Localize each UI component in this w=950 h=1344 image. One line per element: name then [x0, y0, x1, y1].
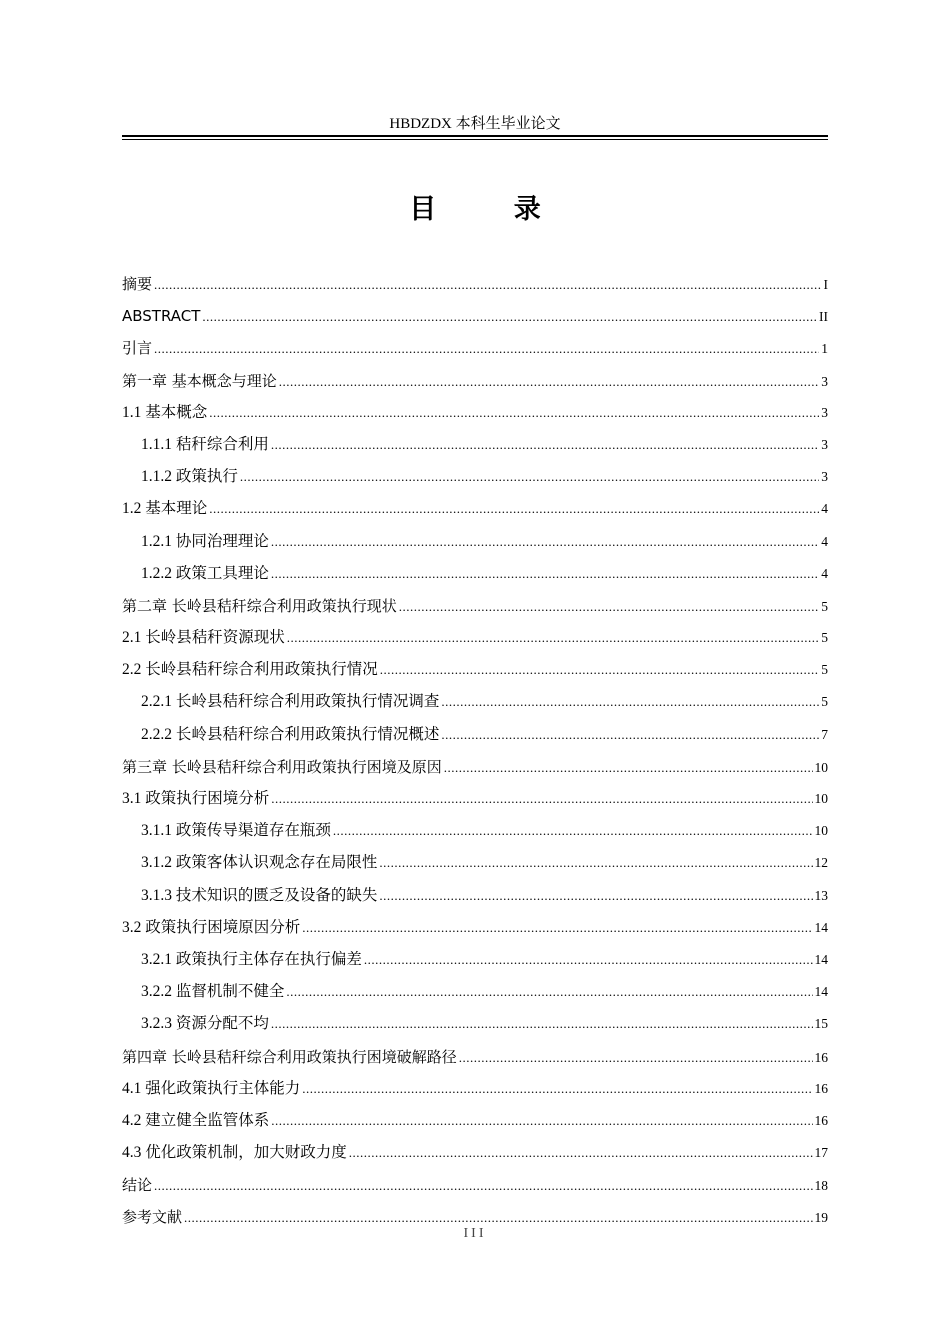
toc-leader-dots: [154, 1170, 812, 1202]
toc-entry[interactable]: [122, 268, 828, 300]
toc-entry-page: 18: [814, 1178, 828, 1194]
toc-leader-dots: [271, 1105, 812, 1137]
toc-leader-dots: [287, 622, 819, 654]
toc-entry-label: 3.1 政策执行困境分析: [122, 790, 270, 807]
toc-leader-dots: [202, 301, 817, 333]
toc-entry[interactable]: [122, 1041, 828, 1073]
toc-entry-page: 14: [814, 919, 828, 935]
toc-entry-label: 3.2.2 监督机制不健全: [141, 983, 285, 1001]
toc-entry-label: 第一章 基本概念与理论: [122, 371, 277, 390]
toc-entry[interactable]: [122, 622, 828, 654]
toc-entry[interactable]: [122, 332, 828, 364]
toc-entry[interactable]: [122, 1169, 828, 1201]
toc-entry-page: 10: [814, 759, 828, 775]
toc-leader-dots: [279, 366, 819, 398]
toc-entry[interactable]: [122, 719, 828, 751]
toc-entry[interactable]: [122, 751, 828, 783]
toc-leader-dots: [286, 976, 812, 1008]
toc-entry[interactable]: [122, 429, 828, 461]
toc-entry-label: 4.2 建立健全监管体系: [122, 1111, 270, 1129]
toc-entry-label: ABSTRACT: [122, 307, 201, 326]
toc-leader-dots: [240, 461, 819, 493]
toc-entry-page: II: [819, 309, 828, 325]
toc-entry-page: 5: [821, 630, 828, 646]
toc-entry[interactable]: [122, 880, 828, 912]
toc-entry-page: 16: [814, 1080, 828, 1096]
page-number: III: [463, 1226, 487, 1241]
toc-entry-label: 1.2 基本理论: [122, 500, 208, 518]
toc-entry[interactable]: [122, 1105, 828, 1137]
toc-leader-dots: [364, 944, 813, 976]
toc-entry-label: 2.2 长岭县秸秆综合利用政策执行情况: [122, 661, 378, 679]
toc-entry-page: 3: [821, 469, 828, 485]
toc-entry[interactable]: [122, 590, 828, 622]
header-rule-thin: [122, 139, 828, 140]
toc-entry[interactable]: [122, 1008, 828, 1040]
toc-entry-page: 7: [821, 726, 828, 742]
toc-entry-label: 1.1 基本概念: [122, 403, 208, 421]
toc-entry-page: 13: [814, 887, 828, 903]
toc-leader-dots: [379, 847, 812, 879]
toc-leader-dots: [271, 429, 819, 461]
toc-entry[interactable]: [122, 461, 828, 493]
toc-entry-label: 3.1.2 政策客体认识观念存在局限性: [141, 854, 378, 872]
toc-entry[interactable]: [122, 1073, 828, 1105]
toc-entry-page: 3: [821, 373, 828, 389]
toc-entry-page: 10: [814, 823, 828, 839]
toc-entry-label: 4.1 强化政策执行主体能力: [122, 1079, 301, 1097]
toc-entry-label: 1.1.2 政策执行: [141, 468, 238, 486]
toc-entry-page: 14: [814, 984, 828, 1000]
toc-leader-dots: [399, 591, 819, 623]
toc-entry[interactable]: [122, 397, 828, 429]
toc-leader-dots: [271, 558, 819, 590]
toc-leader-dots: [302, 912, 812, 944]
toc-leader-dots: [271, 783, 812, 815]
toc-entry-page: 12: [814, 855, 828, 871]
toc-entry-page: I: [823, 277, 828, 292]
toc-entry[interactable]: [122, 944, 828, 976]
toc-entry-label: 2.2.2 长岭县秸秆综合利用政策执行情况概述: [141, 725, 440, 743]
toc-leader-dots: [154, 333, 819, 365]
toc-entry-label: 参考文献: [122, 1208, 183, 1227]
toc-entry-page: 4: [821, 565, 828, 581]
toc-entry[interactable]: [122, 493, 828, 525]
header-rule-thick: [122, 135, 828, 137]
toc-title: 目 录: [409, 194, 575, 225]
toc-entry-label: 第二章 长岭县秸秆综合利用政策执行现状: [122, 596, 397, 615]
toc-entry[interactable]: [122, 783, 828, 815]
toc-entry-label: 3.2 政策执行困境原因分析: [122, 918, 301, 936]
toc-leader-dots: [441, 719, 819, 751]
toc-entry-page: 4: [821, 501, 828, 517]
toc-entry-page: 3: [821, 436, 828, 452]
toc-entry[interactable]: [122, 976, 828, 1008]
toc-leader-dots: [271, 526, 819, 558]
toc-entry-label: 结论: [122, 1176, 153, 1195]
toc-entry[interactable]: [122, 1137, 828, 1169]
toc-entry-label: 3.2.1 政策执行主体存在执行偏差: [141, 950, 362, 968]
toc-entry[interactable]: [122, 300, 828, 332]
toc-entry[interactable]: [122, 847, 828, 879]
toc-leader-dots: [349, 1137, 813, 1169]
toc-leader-dots: [302, 1073, 812, 1105]
toc-entry-label: 3.1.1 政策传导渠道存在瓶颈: [141, 822, 331, 840]
toc-entry-label: 2.2.1 长岭县秸秆综合利用政策执行情况调查: [141, 693, 440, 711]
toc-entry-page: 19: [814, 1210, 828, 1226]
toc-entry-page: 3: [821, 404, 828, 420]
toc-entry-label: 2.1 长岭县秸秆资源现状: [122, 629, 285, 647]
toc-entry-page: 4: [821, 533, 828, 549]
toc-leader-dots: [459, 1042, 813, 1074]
toc-leader-dots: [209, 493, 819, 525]
toc-entry-label: 摘要: [122, 275, 153, 293]
toc-entry-page: 16: [814, 1112, 828, 1128]
toc-entry[interactable]: [122, 365, 828, 397]
toc-entry-label: 3.2.3 资源分配不均: [141, 1015, 269, 1033]
toc-entry[interactable]: [122, 686, 828, 718]
table-of-contents: [122, 268, 828, 1234]
toc-entry-page: 14: [814, 951, 828, 967]
toc-entry[interactable]: [122, 815, 828, 847]
toc-entry-page: 5: [821, 662, 828, 678]
toc-entry-page: 16: [814, 1049, 828, 1065]
toc-leader-dots: [209, 397, 819, 429]
toc-entry-label: 引言: [122, 339, 153, 358]
toc-entry-label: 4.3 优化政策机制，加大财政力度: [122, 1144, 347, 1162]
toc-leader-dots: [154, 269, 821, 301]
toc-entry-page: 10: [814, 791, 828, 806]
toc-entry-page: 5: [821, 694, 828, 710]
toc-entry-label: 1.2.1 协同治理理论: [141, 532, 269, 550]
toc-leader-dots: [379, 880, 812, 912]
toc-entry[interactable]: [122, 912, 828, 944]
toc-entry[interactable]: [122, 526, 828, 558]
toc-entry-label: 1.1.1 秸秆综合利用: [141, 435, 269, 453]
toc-entry-label: 3.1.3 技术知识的匮乏及设备的缺失: [141, 886, 378, 904]
toc-entry-page: 17: [814, 1145, 828, 1161]
page-header: HBDZDX 本科生毕业论文: [389, 116, 561, 132]
toc-entry-page: 15: [814, 1016, 828, 1032]
toc-entry[interactable]: [122, 558, 828, 590]
toc-entry-page: 5: [821, 598, 828, 614]
toc-entry-page: 1: [821, 341, 828, 357]
toc-leader-dots: [444, 752, 813, 784]
toc-entry-label: 第三章 长岭县秸秆综合利用政策执行困境及原因: [122, 757, 442, 776]
toc-entry-label: 第四章 长岭县秸秆综合利用政策执行困境破解路径: [122, 1047, 457, 1066]
toc-leader-dots: [441, 686, 819, 718]
toc-leader-dots: [271, 1008, 813, 1040]
toc-leader-dots: [380, 654, 819, 686]
toc-leader-dots: [333, 815, 813, 847]
toc-entry[interactable]: [122, 654, 828, 686]
toc-entry-label: 1.2.2 政策工具理论: [141, 564, 269, 582]
